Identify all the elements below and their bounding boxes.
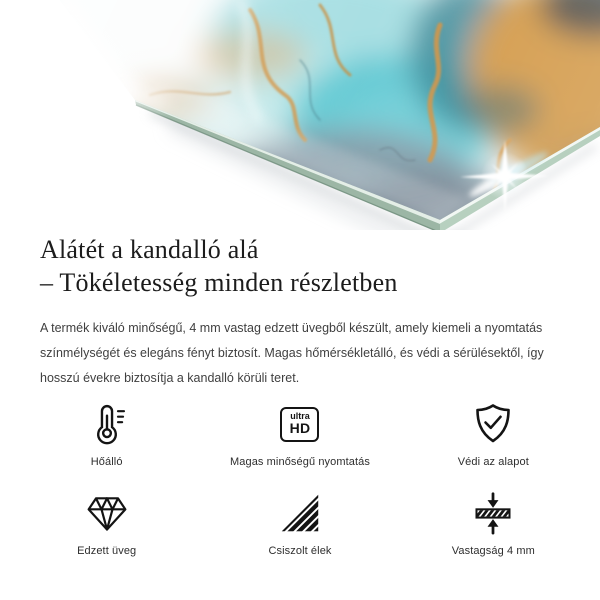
feature-grid bbox=[0, 401, 600, 557]
page-title-line2: – Tökéletesség minden részletben bbox=[40, 267, 398, 297]
feature-polished-edges bbox=[203, 490, 396, 557]
glass-panel-render bbox=[0, 0, 600, 230]
feature-label: Csiszolt élek bbox=[268, 545, 332, 557]
description-line: hosszú évekre biztosítja a kandalló körüli teret. bbox=[40, 371, 300, 385]
page-title-line1: Alátét a kandalló alá bbox=[40, 235, 259, 264]
feature-protects-base bbox=[397, 401, 590, 468]
diamond-icon bbox=[85, 490, 129, 536]
feature-label: Védi az alapot bbox=[457, 456, 529, 468]
thickness-icon bbox=[471, 490, 515, 536]
feature-heat-resistant bbox=[10, 401, 203, 468]
feature-label: Magas minőségű nyomtatás bbox=[230, 456, 370, 468]
description-line: színmélységét és elegáns fényt biztosít. Magas hőmérsékletálló, és védi a sérülésektől, így bbox=[40, 346, 544, 360]
text-block bbox=[40, 234, 580, 391]
ultra-hd-badge-top: ultra bbox=[290, 411, 310, 422]
product-image bbox=[0, 0, 600, 230]
description-line: A termék kiváló minőségű, 4 mm vastag edzett üvegből készült, amely kiemeli a nyomtatás bbox=[40, 321, 543, 335]
product-description bbox=[40, 316, 580, 391]
feature-tempered-glass bbox=[10, 490, 203, 557]
ultra-hd-badge-bottom: HD bbox=[289, 420, 311, 437]
feature-print-quality bbox=[203, 401, 396, 468]
feature-label: Vastagság 4 mm bbox=[451, 545, 535, 557]
shield-check-icon bbox=[472, 401, 514, 447]
beveled-edge-icon bbox=[278, 490, 322, 536]
thermometer-icon bbox=[85, 401, 129, 447]
feature-label: Hőálló bbox=[90, 456, 123, 468]
ultra-hd-icon bbox=[280, 401, 319, 447]
page-title bbox=[40, 234, 580, 299]
feature-label: Edzett üveg bbox=[77, 545, 137, 557]
feature-thickness bbox=[397, 490, 590, 557]
